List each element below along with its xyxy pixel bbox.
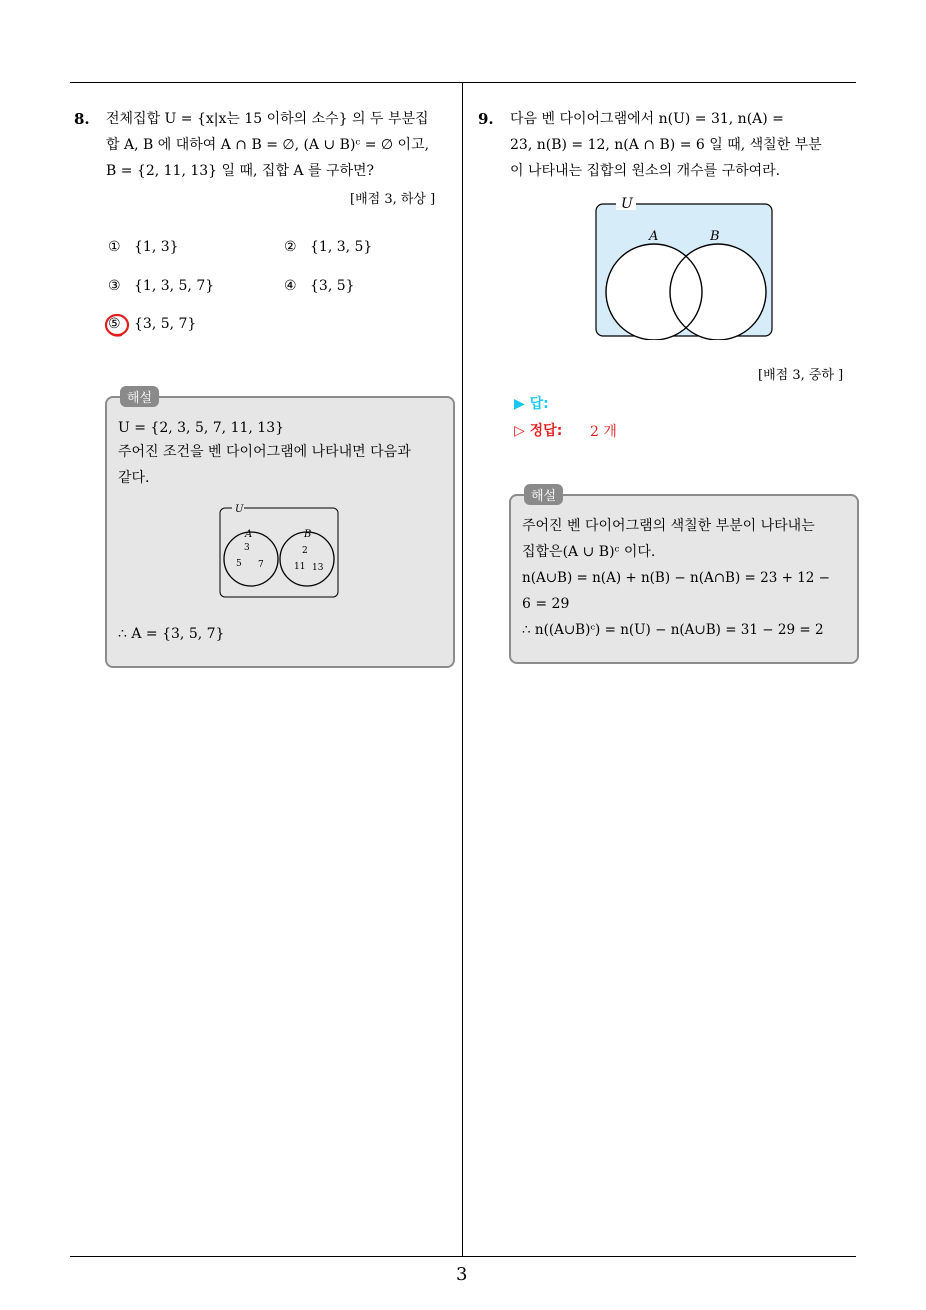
venn-element: 5	[236, 559, 242, 569]
choice-text: {3, 5}	[310, 278, 355, 294]
venn-set-b-label: B	[710, 229, 720, 244]
question-number: 9.	[478, 110, 494, 128]
choice-mark: ②	[284, 239, 297, 255]
question-venn-diagram	[592, 194, 776, 340]
venn-element: 13	[312, 563, 324, 573]
choice-mark: ①	[108, 239, 121, 255]
venn-set-b-label: B	[304, 529, 312, 540]
question-text-line: 합 A, B 에 대하여 A ∩ B = ∅, (A ∪ B)ᶜ = ∅ 이고,	[106, 137, 430, 153]
solution-line: 같다.	[118, 470, 150, 486]
solution-tag: 해설	[120, 386, 159, 407]
venn-universe-label: U	[621, 196, 633, 212]
venn-set-a-label: A	[245, 529, 253, 540]
question-text-line: B = {2, 11, 13} 일 때, 집합 A 를 구하면?	[106, 163, 375, 179]
question-text-line: 전체집합 U = {x|x는 15 이하의 소수} 의 두 부분집	[106, 111, 429, 127]
choice-text: {3, 5, 7}	[134, 316, 197, 332]
bottom-rule	[70, 1256, 856, 1257]
correct-answer-value: 2 개	[590, 424, 617, 440]
choice-mark: ③	[108, 278, 121, 294]
choice-mark: ⑤	[108, 316, 121, 332]
answer-label: ▶ 답:	[514, 396, 549, 412]
top-rule	[70, 82, 856, 83]
question-number: 8.	[74, 110, 90, 128]
choice-text: {1, 3}	[134, 239, 179, 255]
score-difficulty: [배점 3, 중하 ]	[758, 368, 844, 383]
venn-universe-label: U	[235, 504, 244, 515]
venn-element: 2	[302, 546, 308, 556]
question-text-line: 23, n(B) = 12, n(A ∩ B) = 6 일 때, 색칠한 부분	[510, 137, 822, 153]
solution-line: 6 = 29	[522, 596, 570, 612]
solution-line: 주어진 조건을 벤 다이어그램에 나타내면 다음과	[118, 444, 411, 460]
venn-set-a-label: A	[649, 229, 659, 244]
choice-text: {1, 3, 5}	[310, 239, 373, 255]
solution-conclusion: ∴ A = {3, 5, 7}	[118, 626, 225, 642]
choice-mark: ④	[284, 278, 297, 294]
solution-line: U = {2, 3, 5, 7, 11, 13}	[118, 420, 285, 436]
solution-venn-diagram	[218, 500, 342, 600]
page-number: 3	[456, 1264, 468, 1285]
correct-answer-label: ▷ 정답:	[514, 423, 563, 439]
question-text-line: 다음 벤 다이어그램에서 n(U) = 31, n(A) =	[510, 111, 784, 127]
solution-line: 주어진 벤 다이어그램의 색칠한 부분이 나타내는	[522, 518, 815, 534]
venn-element: 3	[244, 543, 250, 553]
solution-line: ∴ n((A∪B)ᶜ) = n(U) − n(A∪B) = 31 − 29 = 2	[522, 622, 824, 638]
venn-element: 7	[258, 560, 264, 570]
question-text-line: 이 나타내는 집합의 원소의 개수를 구하여라.	[510, 163, 781, 179]
column-divider	[462, 82, 463, 1256]
choice-text: {1, 3, 5, 7}	[134, 278, 215, 294]
solution-line: n(A∪B) = n(A) + n(B) − n(A∩B) = 23 + 12 −	[522, 570, 830, 586]
solution-tag: 해설	[524, 484, 563, 505]
venn-element: 11	[294, 562, 306, 572]
solution-line: 집합은(A ∪ B)ᶜ 이다.	[522, 544, 656, 560]
score-difficulty: [배점 3, 하상 ]	[350, 192, 436, 207]
